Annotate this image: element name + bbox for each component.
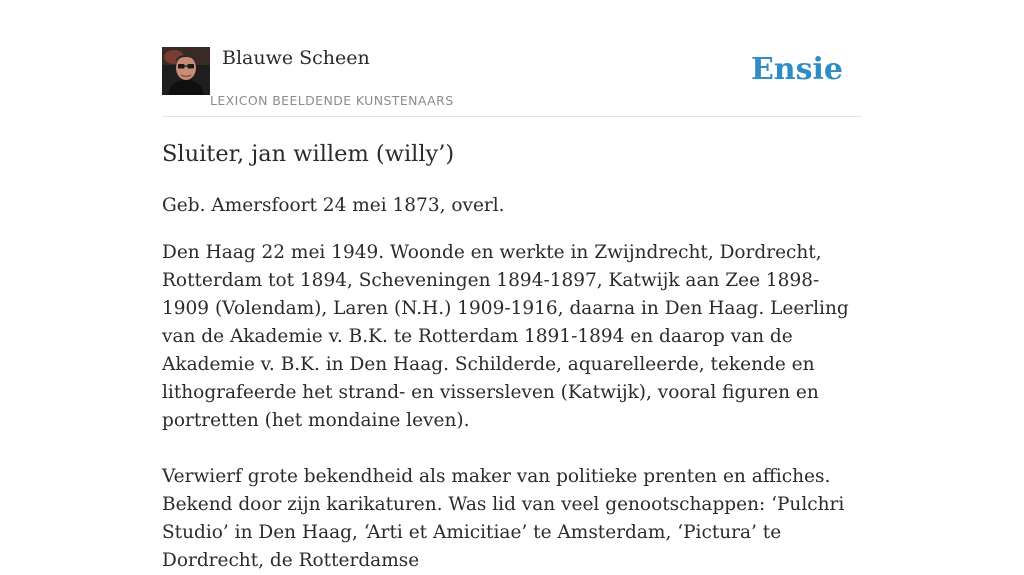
- brand-logo[interactable]: Ensie: [750, 52, 843, 87]
- article-paragraph: Geb. Amersfoort 24 mei 1873, overl.: [162, 195, 505, 216]
- avatar[interactable]: [162, 47, 210, 95]
- article-paragraph: Den Haag 22 mei 1949. Woonde en werkte in Zwijndrecht, Dordrecht, Rotterdam tot 1894, Scheveningen 1894-1897, Katwijk aan Zee 1898-1909 (Volendam), Laren (N.H.) 1909-1916, daarna in Den Haag. Leerling van de Akademie v. B.K. te Rotterdam 1891-1894 en daarop van de Akademie v. B.K. in Den Haag. Schilderde, aquarelleerde, tekende en lithografeerde het strand- en vissersleven (Katwijk), vooral figuren en portretten (het mondaine leven).: [162, 242, 849, 431]
- author-name[interactable]: Blauwe Scheen: [222, 47, 370, 69]
- article-title: Sluiter, jan willem (willy’): [162, 141, 455, 167]
- header: [162, 46, 862, 117]
- article: [162, 138, 862, 575]
- article-paragraph: Verwierf grote bekendheid als maker van politieke prenten en affiches. Bekend door zijn karikaturen. Was lid van veel genootschappen: ‘Pulchri Studio’ in Den Haag, ‘Arti et Amicitiae’ te Amsterdam, ‘Pictura’ te Dordrecht, de Rotterdamse: [162, 466, 845, 571]
- category-label[interactable]: LEXICON BEELDENDE KUNSTENAARS: [210, 93, 454, 108]
- avatar-portrait-icon: [162, 47, 210, 95]
